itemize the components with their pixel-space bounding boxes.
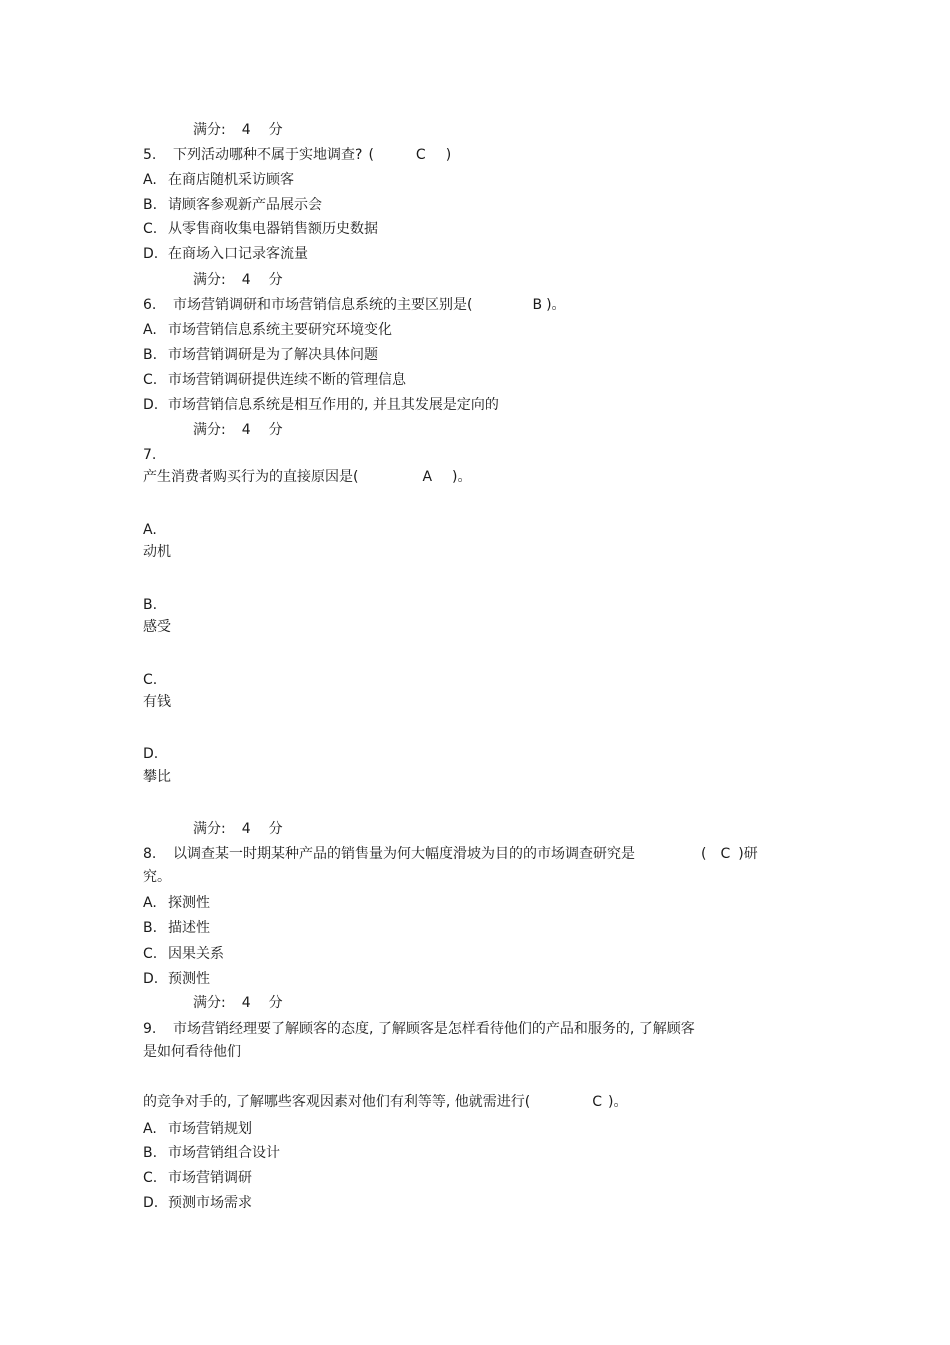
option-text: 市场营销调研 bbox=[168, 1170, 252, 1186]
question-text: 下列活动哪种不属于实地调查? bbox=[173, 147, 363, 163]
option-text: 有钱 bbox=[143, 694, 171, 710]
paren-close: )。 bbox=[452, 469, 472, 485]
question-number: 5. bbox=[143, 147, 157, 163]
option-b bbox=[143, 196, 322, 214]
option-letter: B. bbox=[143, 597, 158, 613]
option-text: 在商场入口记录客流量 bbox=[168, 246, 308, 262]
option-text: 感受 bbox=[143, 619, 171, 635]
option-text: 从零售商收集电器销售额历史数据 bbox=[168, 221, 378, 237]
option-text: 市场营销信息系统是相互作用的, 并且其发展是定向的 bbox=[168, 397, 499, 413]
option-a bbox=[143, 1120, 252, 1138]
score-unit: 分 bbox=[268, 422, 283, 438]
paren-close: )研 bbox=[738, 846, 758, 862]
option-c bbox=[143, 945, 224, 963]
option-text: 预测性 bbox=[168, 971, 210, 987]
paren-open: ( bbox=[701, 846, 707, 862]
score-line bbox=[193, 994, 283, 1012]
score-line bbox=[193, 271, 283, 289]
answer-letter: C bbox=[592, 1094, 603, 1110]
question-text: 的竞争对手的, 了解哪些客观因素对他们有利等等, 他就需进行( bbox=[143, 1094, 531, 1110]
question-number: 9. bbox=[143, 1021, 157, 1037]
question-7 bbox=[143, 468, 472, 486]
answer-letter: C bbox=[720, 846, 731, 862]
option-a bbox=[143, 171, 294, 189]
option-letter: D. bbox=[143, 397, 159, 413]
question-text-cont: 是如何看待他们 bbox=[143, 1044, 241, 1060]
question-text: 产生消费者购买行为的直接原因是( bbox=[143, 469, 359, 485]
score-value: 4 bbox=[241, 272, 251, 288]
score-unit: 分 bbox=[268, 821, 283, 837]
score-unit: 分 bbox=[268, 122, 283, 138]
question-number: 7. bbox=[143, 447, 157, 463]
option-b bbox=[143, 919, 210, 937]
option-letter: B. bbox=[143, 920, 158, 936]
option-text: 动机 bbox=[143, 544, 171, 560]
option-c bbox=[143, 220, 378, 238]
option-a bbox=[143, 894, 210, 912]
option-text: 请顾客参观新产品展示会 bbox=[168, 197, 322, 213]
option-letter: A. bbox=[143, 322, 157, 338]
option-b bbox=[143, 1144, 280, 1162]
option-text: 描述性 bbox=[168, 920, 210, 936]
option-letter: A. bbox=[143, 1121, 157, 1137]
answer-letter: A bbox=[422, 469, 433, 485]
score-label: 满分: bbox=[193, 122, 226, 138]
option-text: 市场营销信息系统主要研究环境变化 bbox=[168, 322, 392, 338]
option-letter: B. bbox=[143, 347, 158, 363]
option-letter: C. bbox=[143, 372, 158, 388]
score-label: 满分: bbox=[193, 272, 226, 288]
question-9 bbox=[143, 1020, 695, 1038]
question-number: 8. bbox=[143, 846, 157, 862]
option-letter: D. bbox=[143, 971, 159, 987]
option-letter: B. bbox=[143, 197, 158, 213]
option-letter: A. bbox=[143, 172, 157, 188]
option-letter: A. bbox=[143, 522, 157, 538]
option-letter: D. bbox=[143, 1195, 159, 1211]
option-d bbox=[143, 396, 499, 414]
question-text-cont: 究。 bbox=[143, 869, 171, 885]
option-text: 因果关系 bbox=[168, 946, 224, 962]
option-c bbox=[143, 371, 406, 389]
option-letter: A. bbox=[143, 895, 157, 911]
question-number: 6. bbox=[143, 297, 157, 313]
option-text: 在商店随机采访顾客 bbox=[168, 172, 294, 188]
answer-letter: C bbox=[415, 147, 426, 163]
option-d bbox=[143, 245, 308, 263]
option-a bbox=[143, 321, 392, 339]
option-letter: C. bbox=[143, 946, 158, 962]
score-line bbox=[193, 421, 283, 439]
option-text: 市场营销调研是为了解决具体问题 bbox=[168, 347, 378, 363]
option-letter: C. bbox=[143, 221, 158, 237]
score-unit: 分 bbox=[268, 995, 283, 1011]
option-letter: C. bbox=[143, 672, 158, 688]
question-text: 市场营销调研和市场营销信息系统的主要区别是( bbox=[173, 297, 473, 313]
score-unit: 分 bbox=[268, 272, 283, 288]
question-text: 以调查某一时期某种产品的销售量为何大幅度滑坡为目的的市场调查研究是 bbox=[173, 846, 635, 862]
score-label: 满分: bbox=[193, 995, 226, 1011]
option-d bbox=[143, 1194, 252, 1212]
option-text: 市场营销规划 bbox=[168, 1121, 252, 1137]
question-8 bbox=[143, 845, 758, 863]
score-value: 4 bbox=[241, 821, 251, 837]
question-text-cont bbox=[143, 1093, 628, 1111]
option-text: 预测市场需求 bbox=[168, 1195, 252, 1211]
option-d bbox=[143, 970, 210, 988]
score-value: 4 bbox=[241, 995, 251, 1011]
score-label: 满分: bbox=[193, 821, 226, 837]
score-line bbox=[193, 121, 283, 139]
paren-close: )。 bbox=[546, 297, 566, 313]
score-value: 4 bbox=[241, 422, 251, 438]
question-text: 市场营销经理要了解顾客的态度, 了解顾客是怎样看待他们的产品和服务的, 了解顾客 bbox=[173, 1021, 695, 1037]
option-b bbox=[143, 346, 378, 364]
score-value: 4 bbox=[241, 122, 251, 138]
option-letter: B. bbox=[143, 1145, 158, 1161]
paren-close: ) bbox=[445, 147, 452, 163]
paren-close: )。 bbox=[608, 1094, 628, 1110]
paren-open: ( bbox=[368, 147, 374, 163]
answer-letter: B bbox=[532, 297, 543, 313]
option-text: 市场营销组合设计 bbox=[168, 1145, 280, 1161]
score-line bbox=[193, 820, 283, 838]
option-text: 市场营销调研提供连续不断的管理信息 bbox=[168, 372, 406, 388]
question-5 bbox=[143, 146, 451, 164]
question-6 bbox=[143, 296, 566, 314]
option-text: 探测性 bbox=[168, 895, 210, 911]
option-c bbox=[143, 1169, 252, 1187]
option-letter: D. bbox=[143, 246, 159, 262]
option-letter: C. bbox=[143, 1170, 158, 1186]
option-text: 攀比 bbox=[143, 769, 171, 785]
score-label: 满分: bbox=[193, 422, 226, 438]
option-letter: D. bbox=[143, 746, 159, 762]
